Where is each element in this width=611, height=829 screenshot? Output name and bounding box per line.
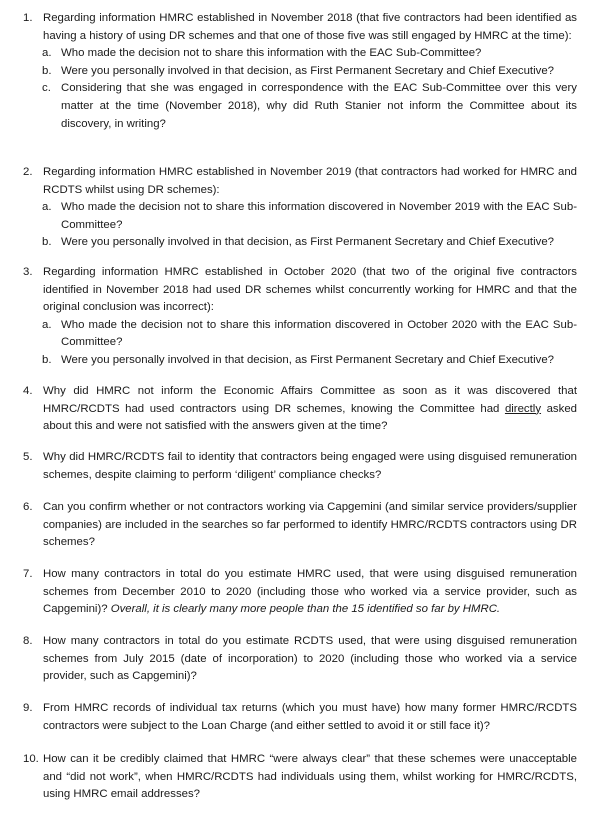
italic-remark: Overall, it is clearly many more people than the 15 identified so far by HMRC.: [110, 603, 501, 616]
question-5: [23, 449, 577, 484]
sub-question-letter: c.: [42, 82, 51, 95]
question-text: [43, 383, 577, 436]
sub-question-letter: b.: [42, 64, 52, 77]
sub-question: [23, 45, 577, 63]
question-number: 9.: [23, 702, 33, 714]
sub-question-text: Were you personally involved in that decision, as First Permanent Secretary and Chief Executive?: [61, 353, 554, 366]
question-number: 10.: [23, 753, 39, 765]
sub-question-list: [23, 45, 577, 133]
question-number: 3.: [23, 266, 33, 278]
question-number: 2.: [23, 166, 33, 178]
question-text: Regarding information HMRC established in November 2019 (that contractors had worked for HMRC and RCDTS whilst using DR schemes):: [43, 166, 577, 196]
sub-question-text: Who made the decision not to share this information discovered in October 2020 with the EAC Sub-Committee?: [61, 318, 577, 349]
question-8: [23, 633, 577, 686]
question-2: [23, 164, 577, 252]
question-text-part: How many contractors in total do you estimate HMRC used, that were using disguised remuneration schemes from December 2010 to 2020 (including those who worked via a service provider, such as Capgemini)?: [43, 568, 577, 616]
question-9: [23, 700, 577, 735]
sub-question: [23, 80, 577, 133]
sub-question: [23, 63, 577, 81]
question-text: Regarding information HMRC established in October 2020 (that two of the original five contractors identified in November 2018 had used DR schemes whilst concurrently working for HMRC and that the original conclusion was incorrect):: [43, 266, 577, 314]
question-text: [43, 566, 577, 619]
sub-question-text: Were you personally involved in that decision, as First Permanent Secretary and Chief Executive?: [61, 64, 554, 77]
question-text-part: Why did HMRC not inform the Economic Affairs Committee as soon as it was discovered that HMRC/RCDTS had used contractors using DR schemes, knowing the Committee had: [43, 385, 577, 415]
question-number: 6.: [23, 501, 33, 513]
sub-question: [23, 317, 577, 352]
sub-question-letter: a.: [42, 201, 52, 214]
question-10: [23, 751, 577, 804]
underlined-word: directly: [504, 402, 542, 415]
question-number: 7.: [23, 568, 33, 580]
question-text-part: asked about this and were not satisfied with the answers given at the time?: [43, 402, 577, 433]
sub-question-text: Considering that she was engaged in correspondence with the EAC Sub-Committee over this very matter at the time (November 2018), why did Ruth Stanier not inform the Committee about its discovery, in writing?: [61, 82, 577, 130]
question-text: From HMRC records of individual tax returns (which you must have) how many former HMRC/RCDTS contractors were subject to the Loan Charge (and either settled to avoid it or still face it)?: [43, 702, 577, 732]
sub-question-list: [23, 317, 577, 370]
sub-question: [23, 234, 577, 252]
question-number: 1.: [23, 12, 33, 24]
question-text: How many contractors in total do you estimate RCDTS used, that were using disguised remuneration schemes from July 2015 (date of incorporation) to 2020 (including those who worked via a service provider, such as Capgemini)?: [43, 635, 577, 683]
sub-question-text: Were you personally involved in that decision, as First Permanent Secretary and Chief Executive?: [61, 236, 554, 249]
question-1: [23, 10, 577, 133]
sub-question: [23, 352, 577, 370]
question-6: [23, 499, 577, 552]
question-text: Regarding information HMRC established in November 2018 (that five contractors had been identified as having a history of using DR schemes and that one of those five was still engaged by HMRC at the time):: [43, 12, 577, 42]
question-number: 8.: [23, 635, 33, 647]
sub-question-letter: a.: [42, 47, 52, 60]
question-text: Why did HMRC/RCDTS fail to identity that contractors being engaged were using disguised remuneration schemes, despite claiming to perform ‘diligent’ compliance checks?: [43, 451, 577, 481]
question-7: [23, 566, 577, 619]
question-number: 5.: [23, 451, 33, 463]
sub-question-text: Who made the decision not to share this information discovered in November 2019 with the EAC Sub-Committee?: [61, 201, 577, 231]
question-text: Can you confirm whether or not contractors working via Capgemini (and similar service providers/supplier companies) are included in the searches so far performed to identify HMRC/RCDTS contractors using DR schemes?: [43, 501, 577, 549]
sub-question-letter: a.: [42, 318, 52, 331]
question-text: How can it be credibly claimed that HMRC “were always clear” that these schemes were unacceptable and “did not work”, when HMRC/RCDTS had individuals using them, whilst working for HMRC/RCDTS, using HMRC email addresses?: [43, 753, 577, 801]
sub-question: [23, 199, 577, 234]
sub-question-list: [23, 199, 577, 252]
question-4: [23, 383, 577, 436]
sub-question-letter: b.: [42, 353, 52, 366]
sub-question-text: Who made the decision not to share this information with the EAC Sub-Committee?: [61, 47, 482, 60]
sub-question-letter: b.: [42, 236, 52, 249]
question-3: [23, 264, 577, 370]
question-number: 4.: [23, 385, 33, 397]
